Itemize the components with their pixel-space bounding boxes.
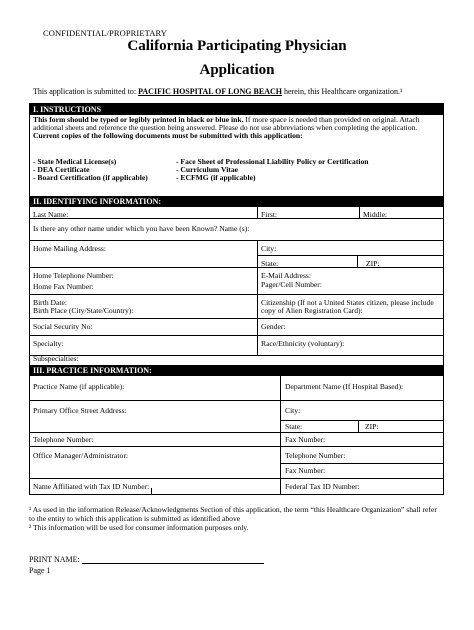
divider <box>280 463 443 464</box>
divider <box>30 335 443 336</box>
office-state-field[interactable]: State: <box>285 422 303 431</box>
divider <box>257 207 258 218</box>
divider <box>30 218 443 219</box>
footnote-1: ¹ As used in the information Release/Acknowledgments Section of this application, the term “this Healthcare Organization” shall refer <box>29 505 437 514</box>
home-city-field[interactable]: City: <box>261 244 277 253</box>
office-phone-field[interactable]: Telephone Number: <box>33 435 94 444</box>
instructions-line2: additional sheets and reference the question being answered. Please do not use abbreviations when completing the application. <box>33 123 418 132</box>
home-state-field[interactable]: State: <box>261 259 279 268</box>
divider <box>280 376 281 486</box>
submit-prefix: This application is submitted to: <box>33 87 137 96</box>
doc-left-2: - DEA Certificate <box>33 165 90 174</box>
federal-tax-id-field[interactable]: Federal Tax ID Number: <box>285 482 360 491</box>
submit-organization: PACIFIC HOSPITAL OF LONG BEACH <box>138 87 282 96</box>
form-title: California Participating Physician <box>127 38 347 54</box>
last-name-field[interactable]: Last Name: <box>33 210 69 219</box>
office-city-field[interactable]: City: <box>285 406 301 415</box>
divider <box>30 432 443 433</box>
footnote-1-cont: to the entity to which this application is submitted as identified above <box>29 514 241 523</box>
application-form <box>29 103 444 495</box>
subspecialties-field[interactable]: Subspecialties: <box>33 354 79 363</box>
submit-suffix: herein, this Healthcare organization.¹ <box>281 87 403 96</box>
divider <box>257 255 443 256</box>
manager-fax-field[interactable]: Fax Number: <box>285 466 326 475</box>
home-fax-field[interactable]: Home Fax Number: <box>33 282 94 291</box>
footnotes <box>29 505 449 532</box>
print-name-line[interactable] <box>82 555 264 564</box>
divider <box>358 420 359 432</box>
ssn-field[interactable]: Social Security No: <box>33 322 93 331</box>
doc-left-1: - State Medical License(s) <box>33 157 117 166</box>
office-address-field[interactable]: Primary Office Street Address: <box>33 406 127 415</box>
footnote-2: ² This information will be used for consumer information purposes only. <box>29 523 249 532</box>
section-instructions-header: I. INSTRUCTIONS <box>30 104 443 115</box>
manager-phone-field[interactable]: Telephone Number: <box>285 451 346 460</box>
pager-field[interactable]: Pager/Cell Number: <box>261 280 322 289</box>
department-field[interactable]: Department Name (If Hospital Based): <box>285 382 404 391</box>
divider <box>30 294 443 295</box>
tax-name-field[interactable]: Name Affiliated with Tax ID Number: <box>33 482 150 491</box>
divider <box>359 207 360 218</box>
home-address-field[interactable]: Home Mailing Address: <box>33 244 106 253</box>
office-zip-field[interactable]: ZIP: <box>365 422 379 431</box>
first-name-field[interactable]: First: <box>261 210 278 219</box>
birth-date-field[interactable]: Birth Date: <box>33 298 67 307</box>
section-identifying-header: II. IDENTIFYING INFORMATION: <box>30 196 443 207</box>
divider <box>30 318 443 319</box>
print-name-label: PRINT NAME: <box>29 555 80 564</box>
instructions-line3: Current copies of the following documents must be submitted with this application: <box>33 131 303 140</box>
submission-statement <box>33 87 402 96</box>
home-phone-field[interactable]: Home Telephone Number: <box>33 271 114 280</box>
doc-left-3: - Board Certification (if applicable) <box>33 173 148 182</box>
race-field[interactable]: Race/Ethnicity (voluntary): <box>261 339 345 348</box>
citizenship-note: copy of Alien Registration Card): <box>261 306 363 315</box>
divider <box>30 240 443 241</box>
divider <box>151 488 152 494</box>
practice-name-field[interactable]: Practice Name (if applicable): <box>33 382 125 391</box>
divider <box>280 478 281 494</box>
divider <box>30 355 443 356</box>
doc-right-1: - Face Sheet of Professional Liability Policy or Certification <box>176 157 369 166</box>
section-practice-header: III. PRACTICE INFORMATION: <box>30 365 443 376</box>
divider <box>30 400 443 401</box>
other-name-field[interactable]: Is there any other name under which you have been Known? Name (s): <box>33 224 250 233</box>
print-name-row <box>29 555 264 564</box>
page-number: Page 1 <box>29 566 51 575</box>
gender-field[interactable]: Gender: <box>261 322 286 331</box>
home-zip-field[interactable]: ZIP: <box>366 259 380 268</box>
citizenship-field[interactable]: Citizenship (If not a United States citizen, please include <box>261 298 434 307</box>
divider <box>280 420 443 421</box>
birth-place-field[interactable]: Birth Place (City/State/Country): <box>33 306 134 315</box>
instructions-line1-rest: If more space is needed than provided on original. Attach <box>243 115 420 124</box>
divider <box>30 478 443 479</box>
confidential-label: CONFIDENTIAL/PROPRIETARY <box>43 28 168 38</box>
middle-name-field[interactable]: Middle: <box>363 210 388 219</box>
divider <box>30 267 443 268</box>
divider <box>357 255 358 267</box>
doc-right-2: - Curriculum Vitae <box>176 165 239 174</box>
office-manager-field[interactable]: Office Manager/Administrator: <box>33 451 128 460</box>
form-subtitle: Application <box>199 62 275 78</box>
doc-right-3: - ECFMG (if applicable) <box>176 173 256 182</box>
specialty-field[interactable]: Specialty: <box>33 339 64 348</box>
divider <box>30 446 443 447</box>
email-field[interactable]: E-Mail Address: <box>261 271 311 280</box>
office-fax-field[interactable]: Fax Number: <box>285 435 326 444</box>
instructions-line1-bold: This form should be typed or legibly printed in black or blue ink. <box>33 115 244 124</box>
divider <box>257 294 258 355</box>
